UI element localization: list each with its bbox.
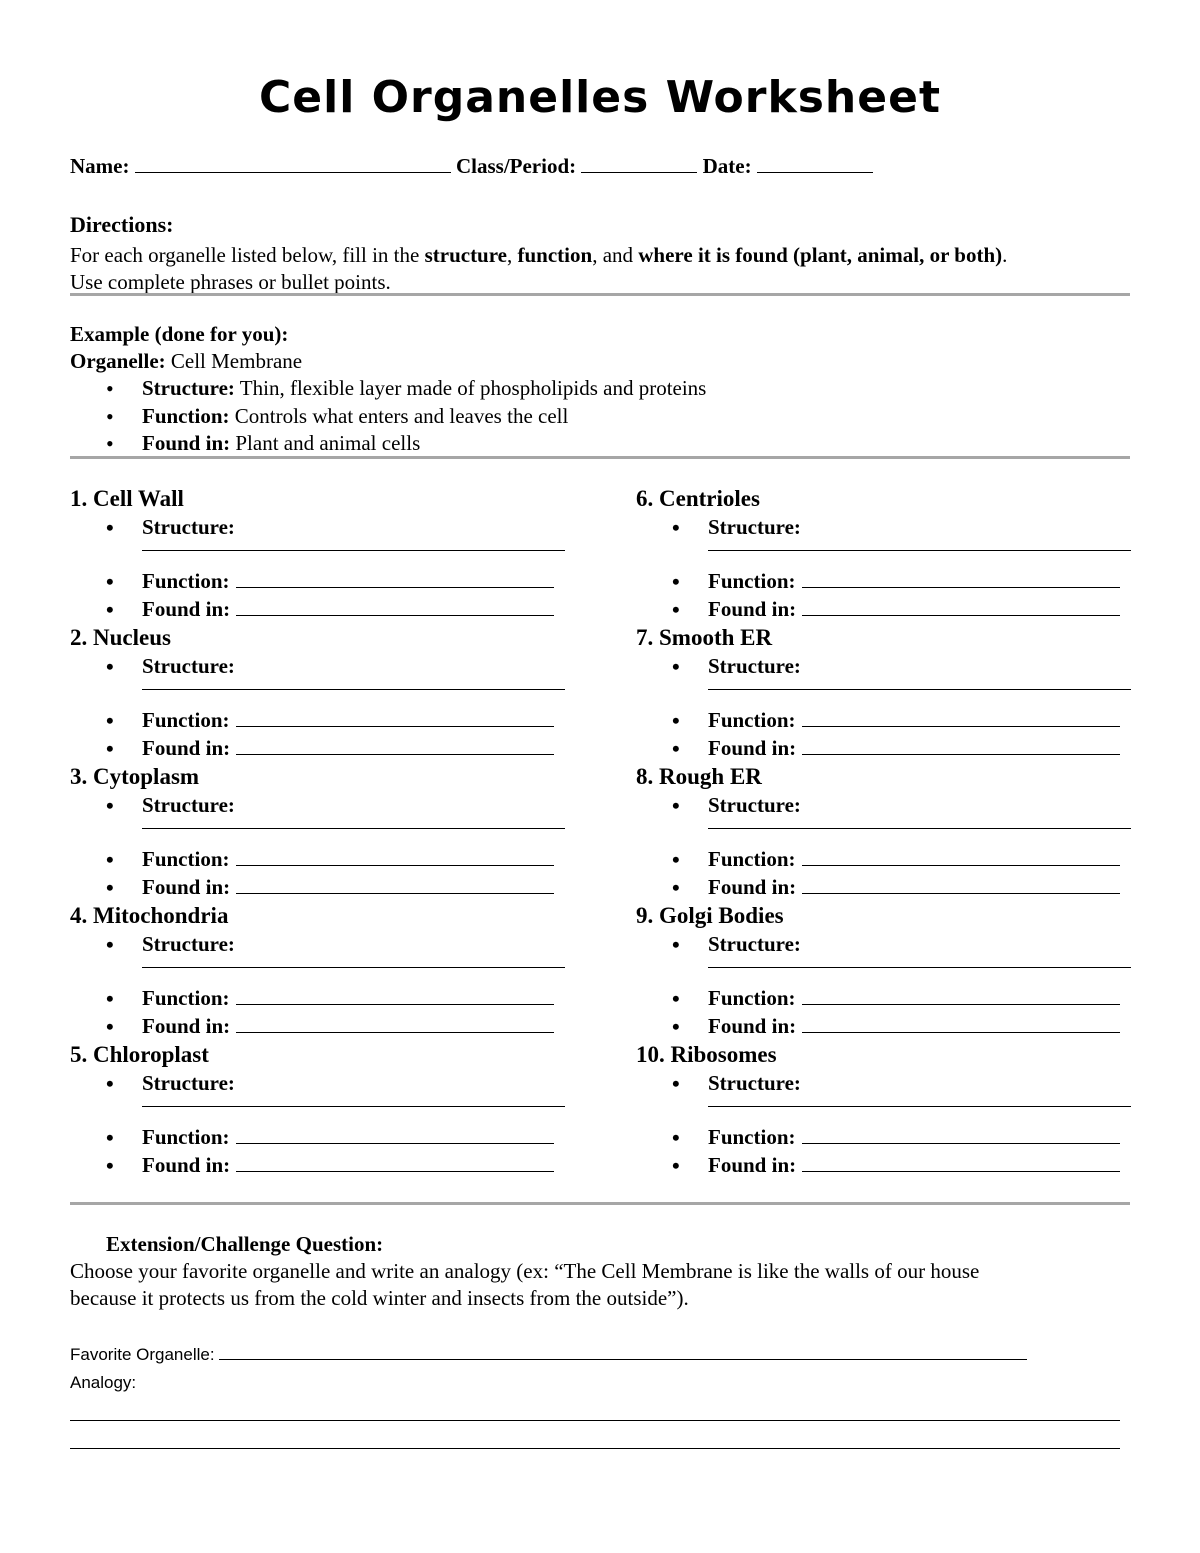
found-in-row <box>142 596 554 623</box>
favorite-organelle-label: Favorite Organelle: <box>70 1345 215 1364</box>
example-organelle-value: Cell Membrane <box>165 349 303 373</box>
structure-answer-line[interactable] <box>142 1106 565 1107</box>
function-row <box>142 985 554 1012</box>
structure-answer-line[interactable] <box>708 967 1131 968</box>
function-row <box>708 985 1120 1012</box>
name-field[interactable] <box>135 154 451 173</box>
example-structure-label: Structure: <box>142 376 235 400</box>
example-found-in <box>142 430 706 458</box>
structure-label: • Structure: <box>142 514 235 541</box>
organelle-block <box>636 762 1131 901</box>
function-answer-line[interactable] <box>802 708 1120 727</box>
function-row <box>708 707 1120 734</box>
example-found-value: Plant and animal cells <box>230 431 421 455</box>
organelle-title: 10. Ribosomes <box>636 1042 777 1067</box>
found-in-answer-line[interactable] <box>802 736 1120 755</box>
directions-separator: , and <box>592 243 639 267</box>
function-row <box>142 1124 554 1151</box>
found-in-row <box>142 1152 554 1179</box>
extension-heading: Extension/Challenge Question: <box>106 1232 384 1256</box>
organelle-title: 1. Cell Wall <box>70 486 184 511</box>
analogy-answer-line[interactable] <box>70 1420 1120 1421</box>
function-label: Function: <box>708 708 796 732</box>
example-organelle-label: Organelle: <box>70 349 166 373</box>
function-answer-line[interactable] <box>802 569 1120 588</box>
class-period-field[interactable] <box>581 154 697 173</box>
structure-answer-line[interactable] <box>708 689 1131 690</box>
structure-answer-line[interactable] <box>142 689 565 690</box>
function-answer-line[interactable] <box>236 708 554 727</box>
favorite-organelle-row <box>70 1344 1027 1365</box>
directions-separator: , <box>507 243 518 267</box>
structure-label: • Structure: <box>708 514 801 541</box>
function-label: Function: <box>708 847 796 871</box>
function-answer-line[interactable] <box>236 986 554 1005</box>
function-label: Function: <box>708 1125 796 1149</box>
example-heading <box>70 322 288 347</box>
found-in-row <box>708 874 1120 901</box>
organelles-right-column <box>636 484 1131 1179</box>
function-label: Function: <box>142 986 230 1010</box>
found-in-label: Found in: <box>708 1153 797 1177</box>
found-in-label: Found in: <box>142 597 231 621</box>
divider <box>70 456 1130 459</box>
example-function-label: Function: <box>142 403 230 428</box>
function-row <box>142 846 554 873</box>
organelle-title: 8. Rough ER <box>636 764 762 789</box>
example-structure-value: Thin, flexible layer made of phospholipids and proteins <box>234 376 707 400</box>
found-in-row <box>142 735 554 762</box>
found-in-row <box>708 1013 1120 1040</box>
example-found-label: Found in: <box>142 431 231 455</box>
organelle-block <box>70 901 565 1040</box>
found-in-answer-line[interactable] <box>802 597 1120 616</box>
function-answer-line[interactable] <box>802 986 1120 1005</box>
extension-line-2: because it protects us from the cold winter and insects from the outside”). <box>70 1286 689 1310</box>
function-answer-line[interactable] <box>802 1125 1120 1144</box>
divider <box>70 293 1130 296</box>
function-label: Function: <box>708 569 796 593</box>
found-in-label: Found in: <box>142 1153 231 1177</box>
directions-structure-word: structure <box>424 243 507 267</box>
found-in-label: Found in: <box>708 1014 797 1038</box>
structure-label: • Structure: <box>708 792 801 819</box>
structure-answer-line[interactable] <box>708 550 1131 551</box>
function-answer-line[interactable] <box>802 847 1120 866</box>
page-title: Cell Organelles Worksheet <box>259 72 941 123</box>
found-in-answer-line[interactable] <box>802 875 1120 894</box>
found-in-answer-line[interactable] <box>236 875 554 894</box>
organelle-title: 5. Chloroplast <box>70 1042 209 1067</box>
directions-period: . <box>1002 243 1008 267</box>
favorite-organelle-field[interactable] <box>219 1344 1027 1360</box>
function-label: Function: <box>142 847 230 871</box>
example-structure <box>142 375 706 403</box>
found-in-label: Found in: <box>142 736 231 760</box>
function-row <box>142 568 554 595</box>
class-period-label: Class/Period: <box>455 154 577 178</box>
example-heading-text: Example (done for you): <box>70 322 289 346</box>
organelle-block <box>636 623 1131 762</box>
found-in-row <box>142 1013 554 1040</box>
found-in-answer-line[interactable] <box>802 1153 1120 1172</box>
found-in-row <box>708 596 1120 623</box>
function-answer-line[interactable] <box>236 1125 554 1144</box>
organelle-block <box>70 1040 565 1179</box>
directions-line-1 <box>70 243 1007 268</box>
structure-label: • Structure: <box>708 1070 801 1097</box>
found-in-answer-line[interactable] <box>802 1014 1120 1033</box>
structure-answer-line[interactable] <box>142 967 565 968</box>
found-in-label: Found in: <box>708 597 797 621</box>
organelle-title: 7. Smooth ER <box>636 625 773 650</box>
directions-heading: Directions: <box>70 212 174 237</box>
structure-label: • Structure: <box>142 931 235 958</box>
header-fields <box>70 154 873 179</box>
function-answer-line[interactable] <box>236 569 554 588</box>
organelle-block <box>70 623 565 762</box>
function-label: Function: <box>142 708 230 732</box>
found-in-row <box>708 1152 1120 1179</box>
directions-function-word: function <box>517 243 593 267</box>
organelle-title: 9. Golgi Bodies <box>636 903 784 928</box>
function-label: Function: <box>142 569 230 593</box>
structure-answer-line[interactable] <box>142 828 565 829</box>
found-in-row <box>142 874 554 901</box>
found-in-answer-line[interactable] <box>236 736 554 755</box>
found-in-answer-line[interactable] <box>236 1153 554 1172</box>
found-in-row <box>708 735 1120 762</box>
organelle-block <box>636 1040 1131 1179</box>
structure-answer-line[interactable] <box>142 550 565 551</box>
found-in-answer-line[interactable] <box>236 1014 554 1033</box>
found-in-label: Found in: <box>708 875 797 899</box>
organelle-title: 2. Nucleus <box>70 625 171 650</box>
found-in-label: Found in: <box>142 1014 231 1038</box>
example-function-value: Controls what enters and leaves the cell <box>229 403 569 428</box>
example-organelle <box>70 349 302 374</box>
function-label: Function: <box>142 1125 230 1149</box>
organelle-title: 4. Mitochondria <box>70 903 229 928</box>
function-row <box>142 707 554 734</box>
structure-answer-line[interactable] <box>708 828 1131 829</box>
organelle-block <box>70 762 565 901</box>
directions-text: For each organelle listed below, fill in the <box>70 243 425 267</box>
directions-where-word: where it is found (plant, animal, or both) <box>638 243 1003 267</box>
function-row <box>708 568 1120 595</box>
name-label: Name: <box>70 154 130 178</box>
analogy-label: Analogy: <box>70 1373 137 1392</box>
function-answer-line[interactable] <box>236 847 554 866</box>
organelle-block <box>636 901 1131 1040</box>
structure-label: • Structure: <box>708 931 801 958</box>
found-in-label: Found in: <box>142 875 231 899</box>
organelle-block <box>70 484 565 623</box>
function-row <box>708 846 1120 873</box>
organelle-title: 3. Cytoplasm <box>70 764 200 789</box>
date-label: Date: <box>702 154 752 178</box>
structure-label: • Structure: <box>142 1070 235 1097</box>
example-list <box>142 375 706 458</box>
organelle-block <box>636 484 1131 623</box>
function-row <box>708 1124 1120 1151</box>
found-in-answer-line[interactable] <box>236 597 554 616</box>
divider <box>70 1202 1130 1205</box>
structure-label: • Structure: <box>708 653 801 680</box>
example-function <box>142 403 706 431</box>
organelles-left-column <box>70 484 565 1179</box>
directions-line-2: Use complete phrases or bullet points. <box>70 270 391 294</box>
structure-label: • Structure: <box>142 653 235 680</box>
organelle-title: 6. Centrioles <box>636 486 760 511</box>
date-field[interactable] <box>757 154 873 173</box>
function-label: Function: <box>708 986 796 1010</box>
analogy-answer-line[interactable] <box>70 1448 1120 1449</box>
structure-answer-line[interactable] <box>708 1106 1131 1107</box>
structure-label: • Structure: <box>142 792 235 819</box>
extension-line-1: Choose your favorite organelle and write an analogy (ex: “The Cell Membrane is like the walls of our house <box>70 1259 980 1283</box>
found-in-label: Found in: <box>708 736 797 760</box>
